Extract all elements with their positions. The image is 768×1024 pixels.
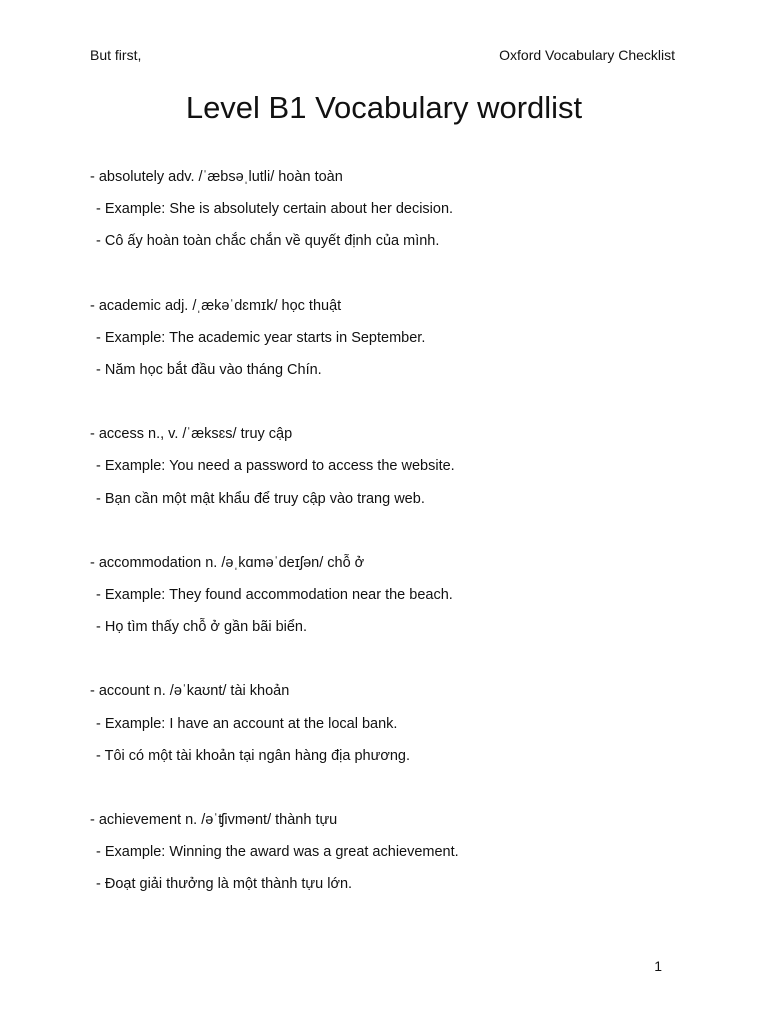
entry-translation: - Tôi có một tài khoản tại ngân hàng địa phương. <box>96 747 410 764</box>
entry-word: - account n. /əˈkaʊnt/ tài khoản <box>90 683 290 700</box>
entry-example: - Example: You need a password to access the website. <box>96 458 455 475</box>
entry-translation: - Cô ấy hoàn toàn chắc chắn về quyết định của mình. <box>96 233 440 250</box>
entry-example: - Example: Winning the award was a great achievement. <box>96 844 459 861</box>
entry-word: - access n., v. /ˈæksɛs/ truy cập <box>90 426 293 443</box>
vocabulary-list <box>90 168 690 940</box>
header-left-text: But first, <box>90 47 142 63</box>
vocabulary-entry <box>90 811 690 940</box>
entry-translation: - Họ tìm thấy chỗ ở gần bãi biển. <box>96 619 308 636</box>
page-number: 1 <box>654 958 662 974</box>
entry-word: - accommodation n. /əˌkɑməˈdeɪʃən/ chỗ ở <box>90 554 365 571</box>
entry-word: - achievement n. /əˈʧivmənt/ thành tựu <box>90 811 338 828</box>
entry-example: - Example: The academic year starts in September. <box>96 329 426 346</box>
entry-example: - Example: I have an account at the local bank. <box>96 715 398 732</box>
vocabulary-entry <box>90 554 690 683</box>
entry-translation: - Năm học bắt đầu vào tháng Chín. <box>96 361 322 378</box>
header-right-text: Oxford Vocabulary Checklist <box>499 47 675 63</box>
page-title: Level B1 Vocabulary wordlist <box>185 90 583 125</box>
vocabulary-entry <box>90 425 690 554</box>
vocabulary-entry <box>90 168 690 297</box>
vocabulary-entry <box>90 682 690 811</box>
vocabulary-entry <box>90 297 690 426</box>
entry-translation: - Bạn cần một mật khẩu để truy cập vào trang web. <box>96 490 425 507</box>
entry-example: - Example: They found accommodation near the beach. <box>96 586 453 603</box>
entry-word: - absolutely adv. /ˈæbsəˌlutli/ hoàn toàn <box>90 169 343 185</box>
entry-example: - Example: She is absolutely certain about her decision. <box>96 201 454 218</box>
entry-translation: - Đoạt giải thưởng là một thành tựu lớn. <box>96 876 353 893</box>
entry-word: - academic adj. /ˌækəˈdɛmɪk/ học thuật <box>90 297 342 314</box>
